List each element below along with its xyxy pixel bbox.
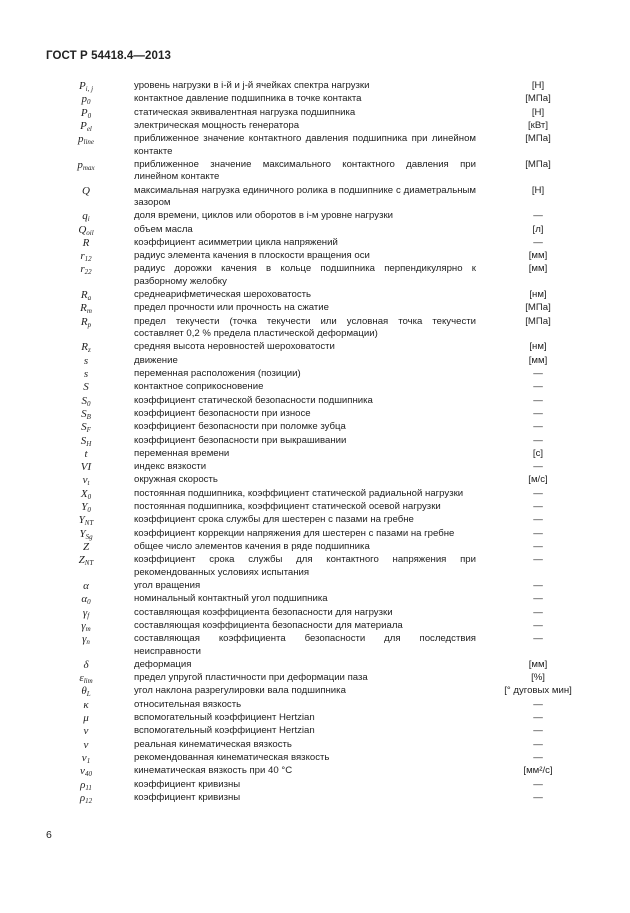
table-row — [0, 237, 630, 249]
unit-cell: [МПа] — [525, 315, 551, 327]
symbol-subscript: 0 — [87, 399, 91, 408]
symbol-cell — [38, 725, 134, 737]
unit-cell: — — [533, 633, 543, 645]
unit-cell: [МПа] — [525, 302, 551, 314]
table-row — [0, 685, 630, 697]
symbol-letter: Z — [82, 540, 90, 553]
symbol-letter: ε — [79, 672, 84, 685]
unit-cell: — — [533, 368, 543, 380]
description-cell: составляющая коэффициента безопасности для последствия неисправности — [134, 633, 476, 657]
symbol-letter: s — [83, 354, 89, 367]
table-row — [0, 120, 630, 132]
table-row — [0, 792, 630, 804]
table-row — [0, 435, 630, 447]
table-row — [0, 448, 630, 460]
symbol-letter: α — [81, 593, 88, 606]
symbol-subscript: 0 — [87, 506, 91, 515]
unit-cell: — — [533, 421, 543, 433]
table-row — [0, 514, 630, 526]
table-row — [0, 554, 630, 579]
description-cell: предел упругой пластичности при деформации паза — [134, 672, 368, 684]
symbol-cell — [38, 93, 134, 105]
symbol-letter: p — [81, 93, 87, 106]
symbol-subscript: a — [87, 294, 92, 303]
symbol-cell — [38, 435, 134, 447]
symbol-letter: ν — [83, 725, 89, 738]
table-row — [0, 607, 630, 619]
unit-cell: — — [533, 606, 543, 618]
symbol-letter: S — [81, 407, 87, 420]
symbol-letter: Z — [78, 554, 85, 567]
symbol-subscript: t — [87, 479, 90, 488]
symbol-cell — [38, 672, 134, 684]
symbol-subscript: max — [82, 163, 95, 172]
description-cell: коэффициент коррекции напряжения для шестерен с пазами на гребне — [134, 527, 455, 539]
description-cell: коэффициент статической безопасности подшипника — [134, 394, 373, 406]
symbol-cell — [38, 263, 134, 288]
symbol-letter: r — [80, 263, 85, 276]
description-cell: радиус элемента качения в плоскости вращения оси — [134, 250, 370, 262]
symbol-cell — [38, 752, 134, 764]
description-cell: движение — [134, 354, 178, 366]
symbol-cell — [38, 607, 134, 619]
description-cell: радиус дорожки качения в кольце подшипника перпендикулярно к разборному желобку — [134, 263, 476, 287]
symbols-table — [0, 80, 630, 805]
symbol-letter: r — [80, 250, 85, 263]
description-cell: коэффициент безопасности при поломке зубца — [134, 421, 346, 433]
symbol-cell — [38, 355, 134, 367]
symbol-subscript: 12 — [85, 796, 93, 805]
table-row — [0, 725, 630, 737]
symbol-cell — [38, 408, 134, 420]
table-row — [0, 302, 630, 314]
symbol-subscript: L — [86, 690, 91, 699]
symbol-letter: R — [81, 341, 88, 354]
description-cell: вспомогательный коэффициент Hertzian — [134, 712, 315, 724]
symbol-subscript: oil — [86, 228, 94, 237]
table-row — [0, 107, 630, 119]
table-row — [0, 633, 630, 658]
table-row — [0, 159, 630, 184]
symbol-letter: Y — [79, 527, 86, 540]
symbol-cell — [38, 237, 134, 249]
symbol-cell — [38, 593, 134, 605]
symbol-cell — [38, 501, 134, 513]
unit-cell: [с] — [532, 447, 544, 459]
symbol-subscript: i, j — [85, 85, 94, 93]
description-cell: вспомогательный коэффициент Hertzian — [134, 725, 315, 737]
symbol-letter: Q — [82, 184, 90, 197]
unit-cell: [МПа] — [525, 93, 551, 105]
description-cell: контактное давление подшипника в точке контакта — [134, 93, 362, 105]
symbol-subscript: m — [85, 624, 91, 633]
symbol-cell — [38, 448, 134, 460]
table-row — [0, 541, 630, 553]
symbol-letter: α — [83, 579, 89, 592]
symbol-cell — [38, 474, 134, 486]
symbol-subscript: NT — [84, 559, 94, 568]
symbol-letter: ν — [80, 765, 85, 778]
description-cell: рекомендованная кинематическая вязкость — [134, 751, 330, 763]
description-cell: номинальный контактный угол подшипника — [134, 593, 328, 605]
symbol-cell — [38, 685, 134, 697]
symbol-subscript: z — [88, 346, 91, 355]
unit-cell: — — [533, 461, 543, 473]
description-cell: относительная вязкость — [134, 698, 242, 710]
table-row — [0, 528, 630, 540]
unit-cell: — — [533, 698, 543, 710]
table-row — [0, 593, 630, 605]
unit-cell: — — [533, 527, 543, 539]
table-row — [0, 395, 630, 407]
unit-cell: [мм] — [528, 263, 548, 275]
page-number: 6 — [46, 829, 52, 841]
unit-cell: [Н] — [531, 80, 545, 91]
symbol-cell — [38, 488, 134, 500]
unit-cell: — — [533, 593, 543, 605]
symbol-cell — [38, 302, 134, 314]
description-cell: реальная кинематическая вязкость — [134, 738, 292, 750]
symbol-letter: t — [84, 447, 88, 460]
symbol-letter: R — [82, 236, 90, 249]
symbol-letter: γ — [81, 619, 86, 632]
symbol-subscript: 0 — [87, 111, 92, 120]
symbol-letter: S — [81, 421, 87, 434]
symbol-letter: ρ — [79, 791, 86, 804]
table-row — [0, 765, 630, 777]
description-cell: среднеарифметическая шероховатость — [134, 289, 312, 301]
symbol-cell — [38, 421, 134, 433]
description-cell: статическая эквивалентная нагрузка подшипника — [134, 106, 356, 118]
symbol-cell — [38, 107, 134, 119]
symbol-cell — [38, 514, 134, 526]
unit-cell: [кВт] — [527, 119, 548, 131]
symbol-subscript: el — [86, 124, 92, 133]
table-row — [0, 250, 630, 262]
table-row — [0, 461, 630, 473]
symbol-letter: q — [82, 210, 88, 223]
symbol-cell — [38, 120, 134, 132]
description-cell: переменная расположения (позиции) — [134, 368, 301, 380]
symbol-letter: ν — [81, 751, 87, 764]
symbol-cell — [38, 461, 134, 473]
symbol-cell — [38, 699, 134, 711]
symbol-cell — [38, 580, 134, 592]
unit-cell: — — [533, 579, 543, 591]
symbol-letter: S — [80, 434, 87, 447]
symbol-letter: R — [80, 302, 87, 315]
symbol-cell — [38, 210, 134, 222]
unit-cell: — — [533, 407, 543, 419]
unit-cell: — — [533, 712, 543, 724]
unit-cell: [МПа] — [525, 158, 551, 170]
table-row — [0, 779, 630, 791]
table-row — [0, 699, 630, 711]
unit-cell: [нм] — [529, 341, 547, 353]
symbol-cell — [38, 185, 134, 210]
unit-cell: — — [533, 791, 543, 803]
symbol-letter: Y — [78, 514, 85, 527]
symbol-letter: s — [83, 368, 89, 381]
unit-cell: [мм] — [528, 354, 548, 366]
symbol-cell — [38, 368, 134, 380]
symbol-letter: ν — [83, 738, 89, 751]
description-cell: коэффициент безопасности при выкрашивании — [134, 434, 347, 446]
symbol-cell — [38, 659, 134, 671]
symbol-letter: Q — [78, 223, 87, 236]
symbol-letter: p — [77, 158, 83, 171]
table-row — [0, 224, 630, 236]
description-cell: постоянная подшипника, коэффициент статической радиальной нагрузки — [134, 487, 464, 499]
description-cell: объем масла — [134, 223, 193, 235]
symbol-subscript: 12 — [84, 255, 92, 264]
symbol-letter: γ — [82, 633, 87, 646]
symbol-subscript: n — [86, 638, 90, 647]
description-cell: доля времени, циклов или оборотов в i-м уровне нагрузки — [134, 210, 394, 222]
table-row — [0, 133, 630, 158]
description-cell: переменная времени — [134, 447, 230, 459]
table-row — [0, 580, 630, 592]
table-row — [0, 355, 630, 367]
unit-cell: — — [533, 514, 543, 526]
symbol-letter: R — [80, 289, 88, 302]
symbol-cell — [38, 541, 134, 553]
unit-cell: [МПа] — [525, 133, 551, 145]
description-cell: индекс вязкости — [134, 461, 207, 473]
table-row — [0, 712, 630, 724]
symbol-letter: δ — [83, 658, 89, 671]
symbol-cell — [38, 712, 134, 724]
unit-cell: — — [533, 738, 543, 750]
table-row — [0, 93, 630, 105]
table-row — [0, 659, 630, 671]
description-cell: коэффициент срока службы для шестерен с пазами на гребне — [134, 514, 414, 526]
unit-cell: [мм] — [528, 658, 548, 670]
unit-cell: [л] — [532, 223, 544, 235]
table-row — [0, 381, 630, 393]
symbol-cell — [38, 620, 134, 632]
description-cell: коэффициент кривизны — [134, 778, 241, 790]
unit-cell: — — [533, 554, 543, 566]
unit-cell: — — [533, 236, 543, 248]
symbol-subscript: 1 — [86, 756, 91, 765]
symbol-letter: X — [80, 487, 88, 500]
table-row — [0, 80, 630, 92]
unit-cell: [° дуговых мин] — [504, 685, 572, 697]
symbol-letter: μ — [83, 712, 89, 725]
description-cell: составляющая коэффициента безопасности для материала — [134, 619, 403, 631]
description-cell: кинематическая вязкость при 40 °С — [134, 765, 293, 777]
table-row — [0, 488, 630, 500]
symbol-subscript: lim — [83, 677, 93, 686]
symbol-letter: P — [78, 80, 86, 92]
symbol-subscript: 0 — [87, 98, 91, 107]
symbol-letter: γ — [82, 606, 88, 619]
table-row — [0, 316, 630, 341]
description-cell: предел текучести (точка текучести или условная точка текучести составляет 0,2 % предела пластической деформации) — [134, 315, 476, 340]
unit-cell: — — [533, 725, 543, 737]
symbol-cell — [38, 250, 134, 262]
unit-cell: — — [533, 778, 543, 790]
symbol-letter: S — [81, 394, 87, 407]
symbol-subscript: 22 — [84, 268, 92, 277]
description-cell: электрическая мощность генератора — [134, 119, 300, 131]
unit-cell: [нм] — [529, 289, 547, 301]
symbol-cell — [38, 159, 134, 184]
description-cell: максимальная нагрузка единичного ролика в подшипнике с диаметральным зазором — [134, 184, 476, 208]
symbol-subscript: F — [86, 426, 91, 435]
description-cell: постоянная подшипника, коэффициент статической осевой нагрузки — [134, 501, 441, 513]
symbol-letter: Y — [81, 501, 88, 514]
symbol-cell — [38, 779, 134, 791]
symbol-cell — [38, 289, 134, 301]
symbol-letter: p — [78, 133, 84, 146]
description-cell: приближенное значение максимального контактного давления при линейном контакте — [134, 158, 476, 183]
description-cell: контактное соприкосновение — [134, 381, 264, 393]
symbol-subscript: 0 — [87, 492, 92, 501]
symbol-subscript: m — [86, 307, 92, 316]
description-cell: угол вращения — [134, 579, 201, 591]
description-cell: уровень нагрузки в i-й и j-й ячейках спектра нагрузки — [134, 80, 370, 91]
unit-cell: — — [533, 751, 543, 763]
symbol-subscript: Sg — [85, 532, 93, 541]
description-cell: коэффициент безопасности при износе — [134, 407, 311, 419]
symbol-cell — [38, 528, 134, 540]
symbol-subscript: p — [87, 320, 92, 329]
table-row — [0, 368, 630, 380]
table-row — [0, 210, 630, 222]
symbol-letter: R — [80, 315, 88, 328]
description-cell: коэффициент кривизны — [134, 791, 241, 803]
table-row — [0, 739, 630, 751]
symbol-subscript: 11 — [85, 783, 92, 792]
symbol-cell — [38, 381, 134, 393]
description-cell: предел прочности или прочность на сжатие — [134, 302, 329, 314]
table-row — [0, 501, 630, 513]
table-row — [0, 341, 630, 353]
table-row — [0, 408, 630, 420]
description-cell: общее число элементов качения в ряде подшипника — [134, 540, 370, 552]
table-row — [0, 620, 630, 632]
unit-cell: [мм] — [528, 250, 548, 262]
table-row — [0, 474, 630, 486]
unit-cell: — — [533, 210, 543, 222]
unit-cell: [%] — [531, 672, 545, 684]
symbol-subscript: i — [87, 215, 90, 224]
unit-cell: — — [533, 434, 543, 446]
description-cell: угол наклона разрегулировки вала подшипника — [134, 685, 346, 697]
symbol-cell — [38, 80, 134, 92]
table-row — [0, 289, 630, 301]
symbol-subscript: f — [87, 611, 90, 620]
unit-cell: [Н] — [531, 106, 545, 118]
symbol-letter: ρ — [80, 778, 86, 791]
unit-cell: [м/с] — [528, 474, 548, 486]
symbol-cell — [38, 739, 134, 751]
table-row — [0, 263, 630, 288]
symbol-letter: P — [80, 119, 87, 132]
symbol-subscript: H — [86, 439, 92, 448]
description-cell: средняя высота неровностей шероховатости — [134, 341, 335, 353]
table-row — [0, 752, 630, 764]
symbol-subscript: 0 — [87, 598, 91, 607]
symbol-subscript: line — [83, 138, 94, 147]
symbol-letter: S — [83, 381, 89, 394]
symbol-letter: θ — [81, 685, 87, 698]
symbol-cell — [38, 765, 134, 777]
symbol-subscript: 40 — [84, 770, 92, 779]
table-row — [0, 421, 630, 433]
symbol-subscript: B — [86, 412, 91, 421]
table-row — [0, 185, 630, 210]
unit-cell: — — [533, 501, 543, 513]
document-header: ГОСТ Р 54418.4—2013 — [46, 50, 171, 62]
symbol-cell — [38, 316, 134, 341]
description-cell: коэффициент срока службы для контактного напряжения при рекомендованных условиях испытания — [134, 554, 476, 578]
unit-cell: [мм²/с] — [523, 765, 553, 777]
symbol-letter: v — [82, 474, 88, 487]
symbol-cell — [38, 792, 134, 804]
unit-cell: [Н] — [531, 184, 545, 196]
symbol-cell — [38, 395, 134, 407]
symbol-cell — [38, 554, 134, 579]
description-cell: деформация — [134, 658, 192, 670]
unit-cell: — — [533, 619, 543, 631]
description-cell: составляющая коэффициента безопасности для нагрузки — [134, 606, 393, 618]
symbol-cell — [38, 224, 134, 236]
unit-cell: — — [533, 487, 543, 499]
unit-cell: — — [533, 381, 543, 393]
description-cell: окружная скорость — [134, 474, 218, 486]
unit-cell: — — [533, 540, 543, 552]
symbol-cell — [38, 133, 134, 158]
symbol-letter: P — [80, 106, 88, 119]
description-cell: приближенное значение контактного давления подшипника при линейном контакте — [134, 133, 476, 157]
unit-cell: — — [533, 394, 543, 406]
symbol-letter: κ — [83, 698, 89, 711]
description-cell: коэффициент асимметрии цикла напряжений — [134, 236, 338, 248]
symbol-cell — [38, 633, 134, 658]
symbol-cell — [38, 341, 134, 353]
symbol-subscript: NT — [84, 519, 94, 528]
table-row — [0, 672, 630, 684]
symbol-letter: VI — [80, 461, 92, 474]
